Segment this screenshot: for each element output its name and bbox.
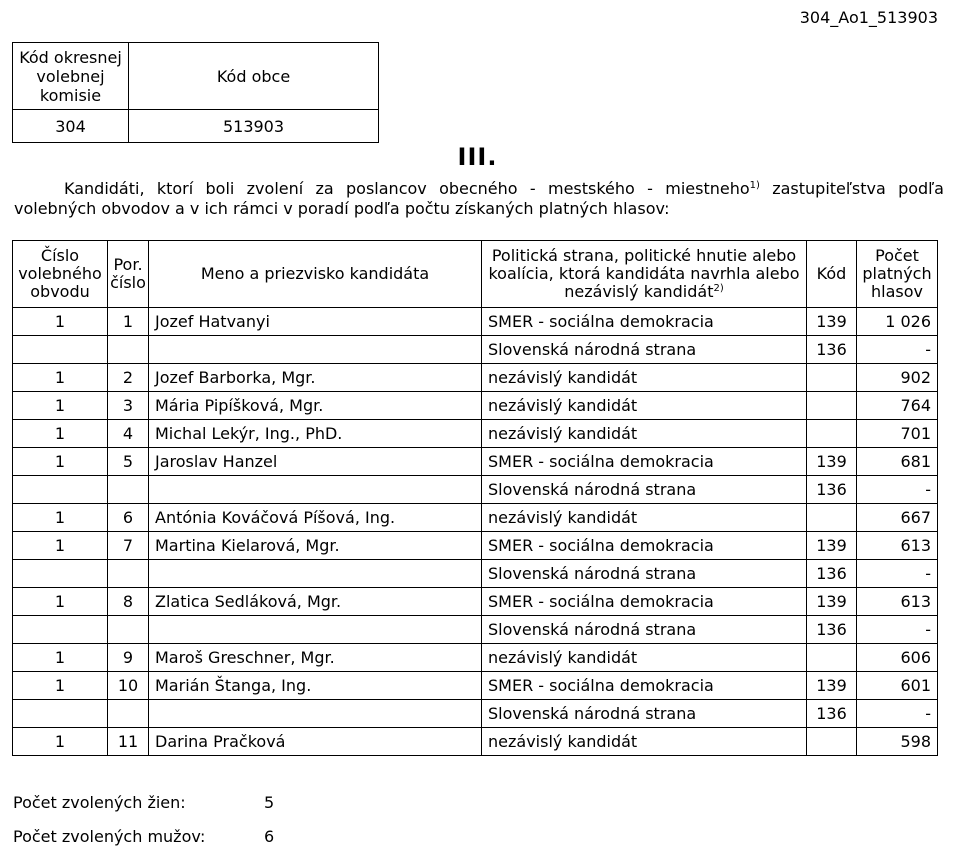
votes-cell: 613	[857, 532, 938, 560]
votes-cell: 667	[857, 504, 938, 532]
candidate-name-cell: Jozef Hatvanyi	[149, 308, 482, 336]
women-count	[13, 793, 274, 812]
document-id: 304_Ao1_513903	[799, 8, 938, 27]
table-row	[13, 532, 938, 560]
order-cell: 10	[108, 672, 149, 700]
footnote-1-ref: 1)	[749, 180, 760, 191]
table-row	[13, 672, 938, 700]
party-code-cell: 139	[807, 448, 857, 476]
candidate-name-cell: Antónia Kováčová Píšová, Ing.	[149, 504, 482, 532]
order-cell: 4	[108, 420, 149, 448]
district-code-value: 304	[13, 110, 129, 143]
candidate-name-cell: Martina Kielarová, Mgr.	[149, 532, 482, 560]
candidate-name-cell	[149, 560, 482, 588]
votes-cell: -	[857, 560, 938, 588]
party-code-cell: 139	[807, 588, 857, 616]
votes-cell: 681	[857, 448, 938, 476]
codes-table	[12, 42, 379, 143]
votes-cell: 1 026	[857, 308, 938, 336]
party-code-cell	[807, 728, 857, 756]
table-row	[13, 392, 938, 420]
votes-cell: -	[857, 336, 938, 364]
candidate-name-cell: Jozef Barborka, Mgr.	[149, 364, 482, 392]
candidate-name-cell: Zlatica Sedláková, Mgr.	[149, 588, 482, 616]
district-column-header: Číslo volebného obvodu	[13, 241, 108, 308]
municipality-code-header: Kód obce	[129, 43, 379, 110]
table-row	[13, 420, 938, 448]
votes-cell: 902	[857, 364, 938, 392]
order-cell: 1	[108, 308, 149, 336]
party-cell: SMER - sociálna demokracia	[482, 448, 807, 476]
party-column-header	[482, 241, 807, 308]
district-cell: 1	[13, 728, 108, 756]
women-count-label: Počet zvolených žien:	[13, 793, 186, 812]
men-count-label: Počet zvolených mužov:	[13, 827, 206, 846]
votes-cell: 601	[857, 672, 938, 700]
order-cell: 7	[108, 532, 149, 560]
votes-cell: -	[857, 616, 938, 644]
votes-cell: -	[857, 700, 938, 728]
candidate-name-cell	[149, 616, 482, 644]
table-row	[13, 476, 938, 504]
district-cell: 1	[13, 364, 108, 392]
order-column-header: Por. číslo	[108, 241, 149, 308]
party-code-cell	[807, 392, 857, 420]
candidate-name-cell: Mária Pipíšková, Mgr.	[149, 392, 482, 420]
district-cell: 1	[13, 588, 108, 616]
order-cell: 6	[108, 504, 149, 532]
footnote-2-ref: 2)	[713, 283, 724, 294]
party-cell: SMER - sociálna demokracia	[482, 308, 807, 336]
results-table	[12, 240, 938, 756]
order-cell: 5	[108, 448, 149, 476]
order-cell: 11	[108, 728, 149, 756]
order-cell: 8	[108, 588, 149, 616]
party-code-cell: 136	[807, 336, 857, 364]
party-cell: nezávislý kandidát	[482, 644, 807, 672]
table-row	[13, 644, 938, 672]
votes-cell: 764	[857, 392, 938, 420]
district-cell: 1	[13, 504, 108, 532]
party-code-cell: 136	[807, 476, 857, 504]
table-row	[13, 728, 938, 756]
party-cell: nezávislý kandidát	[482, 364, 807, 392]
district-cell: 1	[13, 392, 108, 420]
candidate-name-cell	[149, 336, 482, 364]
candidate-name-cell: Marián Štanga, Ing.	[149, 672, 482, 700]
order-cell	[108, 700, 149, 728]
party-cell: SMER - sociálna demokracia	[482, 672, 807, 700]
candidate-name-cell	[149, 476, 482, 504]
party-cell: SMER - sociálna demokracia	[482, 588, 807, 616]
candidate-name-cell: Jaroslav Hanzel	[149, 448, 482, 476]
table-row	[13, 364, 938, 392]
party-header-text: Politická strana, politické hnutie alebo koalícia, ktorá kandidáta navrhla alebo nezávislý kandidát	[488, 246, 800, 301]
table-row	[13, 448, 938, 476]
candidate-name-cell: Maroš Greschner, Mgr.	[149, 644, 482, 672]
intro-text-a: Kandidáti, ktorí boli zvolení za poslancov obecného - mestského - miestneho	[64, 179, 750, 198]
party-cell: Slovenská národná strana	[482, 560, 807, 588]
party-cell: Slovenská národná strana	[482, 616, 807, 644]
women-count-value: 5	[264, 793, 275, 812]
order-cell	[108, 476, 149, 504]
district-cell: 1	[13, 644, 108, 672]
votes-cell: 606	[857, 644, 938, 672]
votes-cell: 701	[857, 420, 938, 448]
table-row	[13, 504, 938, 532]
intro-text-b: zastupiteľstva podľa volebných obvodov a v ich rámci v poradí podľa počtu získaných platných hlasov:	[14, 179, 944, 218]
party-code-cell: 136	[807, 560, 857, 588]
candidate-name-cell: Michal Lekýr, Ing., PhD.	[149, 420, 482, 448]
party-code-cell: 136	[807, 616, 857, 644]
table-row	[13, 616, 938, 644]
district-cell	[13, 560, 108, 588]
party-code-cell	[807, 504, 857, 532]
table-row	[13, 700, 938, 728]
district-cell	[13, 476, 108, 504]
order-cell: 2	[108, 364, 149, 392]
district-cell: 1	[13, 672, 108, 700]
district-cell	[13, 616, 108, 644]
table-row	[13, 308, 938, 336]
party-cell: nezávislý kandidát	[482, 392, 807, 420]
order-cell	[108, 560, 149, 588]
district-cell	[13, 700, 108, 728]
party-code-cell: 139	[807, 672, 857, 700]
table-row	[13, 336, 938, 364]
party-cell: nezávislý kandidát	[482, 728, 807, 756]
party-code-cell: 139	[807, 532, 857, 560]
district-cell: 1	[13, 308, 108, 336]
party-code-cell	[807, 644, 857, 672]
order-cell: 3	[108, 392, 149, 420]
municipality-code-value: 513903	[129, 110, 379, 143]
party-code-cell	[807, 420, 857, 448]
district-code-header: Kód okresnej volebnej komisie	[13, 43, 129, 110]
table-row	[13, 588, 938, 616]
candidate-name-cell: Darina Pračková	[149, 728, 482, 756]
code-column-header: Kód	[807, 241, 857, 308]
district-cell	[13, 336, 108, 364]
district-cell: 1	[13, 532, 108, 560]
party-code-cell: 139	[807, 308, 857, 336]
intro-paragraph	[14, 179, 944, 219]
party-cell: nezávislý kandidát	[482, 504, 807, 532]
party-cell: Slovenská národná strana	[482, 700, 807, 728]
party-cell: Slovenská národná strana	[482, 476, 807, 504]
district-cell: 1	[13, 420, 108, 448]
order-cell	[108, 336, 149, 364]
men-count	[13, 827, 274, 846]
table-row	[13, 560, 938, 588]
votes-cell: 598	[857, 728, 938, 756]
order-cell: 9	[108, 644, 149, 672]
men-count-value: 6	[264, 827, 275, 846]
votes-cell: 613	[857, 588, 938, 616]
candidate-name-cell	[149, 700, 482, 728]
party-cell: nezávislý kandidát	[482, 420, 807, 448]
party-code-cell: 136	[807, 700, 857, 728]
district-cell: 1	[13, 448, 108, 476]
name-column-header: Meno a priezvisko kandidáta	[149, 241, 482, 308]
party-code-cell	[807, 364, 857, 392]
votes-cell: -	[857, 476, 938, 504]
votes-column-header: Počet platných hlasov	[857, 241, 938, 308]
party-cell: Slovenská národná strana	[482, 336, 807, 364]
order-cell	[108, 616, 149, 644]
party-cell: SMER - sociálna demokracia	[482, 532, 807, 560]
section-heading: III.	[457, 143, 498, 171]
